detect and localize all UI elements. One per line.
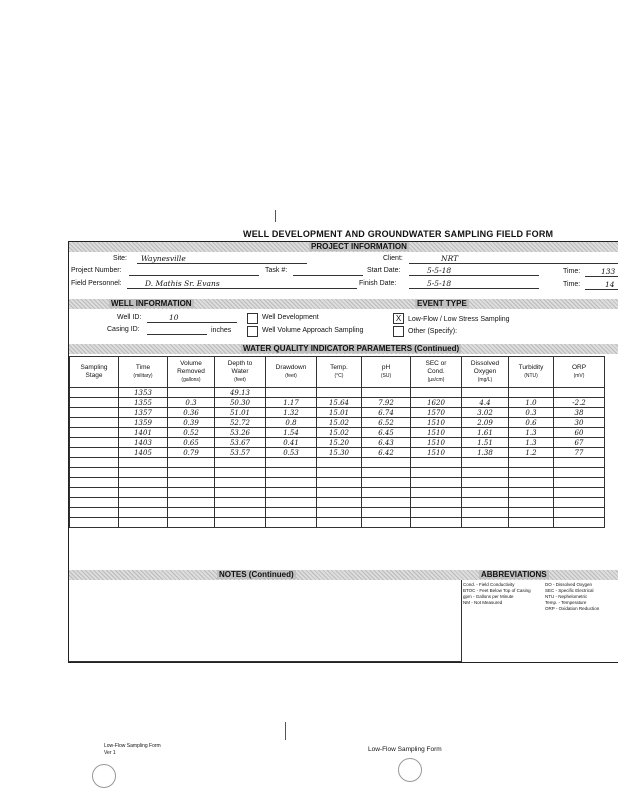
table-cell-blank[interactable] [509,508,554,518]
field-personnel-value[interactable]: D. Mathis Sr. Evans [145,279,220,288]
well-info-heading: WELL INFORMATION [111,299,192,308]
sampling-form [68,241,618,663]
table-cell-blank[interactable] [168,478,215,488]
time-line-1 [585,276,618,277]
column-header [266,357,317,388]
finish-date-value[interactable]: 5-5-18 [427,279,452,288]
table-cell-blank[interactable] [462,478,509,488]
table-cell[interactable]: 6.45 [362,428,411,438]
table-cell[interactable]: 0.65 [168,438,215,448]
table-cell-blank[interactable] [509,478,554,488]
column-header-line1: Temp. [330,364,348,371]
column-header-line1: Sampling [80,364,108,371]
table-cell-blank[interactable] [168,488,215,498]
table-cell[interactable] [411,388,462,398]
table-cell[interactable]: 51.01 [215,408,266,418]
table-cell-blank[interactable] [317,458,362,468]
table-cell[interactable]: 53.26 [215,428,266,438]
table-cell[interactable]: 15.02 [317,428,362,438]
table-cell[interactable]: 1.3 [509,438,554,448]
table-cell-blank[interactable] [70,458,119,468]
table-cell[interactable] [462,388,509,398]
table-cell-blank[interactable] [509,468,554,478]
table-row-blank [70,498,605,508]
table-cell[interactable]: 77 [554,448,605,458]
client-field-line [409,263,618,264]
table-cell-blank[interactable] [554,488,605,498]
time-label-2: Time: [563,281,581,288]
table-cell-blank[interactable] [119,508,168,518]
column-header [168,357,215,388]
time-value-1[interactable]: 133 [601,267,616,276]
site-value[interactable]: Waynesville [141,254,186,263]
table-cell[interactable]: 15.02 [317,418,362,428]
table-cell-blank[interactable] [509,458,554,468]
column-header-unit: (°C) [334,373,344,379]
notes-bottom-line [69,661,461,662]
table-cell[interactable] [70,408,119,418]
abbreviation-item: DO - Dissolved Oxygen [545,582,593,587]
column-header-unit: (military) [133,373,153,379]
column-header-line1: Time [135,364,151,371]
table-cell[interactable]: 0.53 [266,448,317,458]
abbreviations-heading: ABBREVIATIONS [481,570,547,579]
column-header [215,357,266,388]
params-heading: WATER QUALITY INDICATOR PARAMETERS (Continued) [243,344,460,353]
column-header [509,357,554,388]
column-header-line2: Water [231,368,249,375]
column-header-line2: Oxygen [473,368,497,375]
table-cell[interactable]: 0.36 [168,408,215,418]
table-cell[interactable] [317,388,362,398]
table-cell-blank[interactable] [215,468,266,478]
column-header-unit: (NTU) [524,373,538,379]
start-date-value[interactable]: 5-5-18 [427,266,452,275]
table-cell-blank[interactable] [509,518,554,528]
table-cell-blank[interactable] [215,458,266,468]
table-cell[interactable]: 6.42 [362,448,411,458]
table-cell-blank[interactable] [215,478,266,488]
column-header-unit: (gallons) [181,377,201,383]
task-line [293,275,363,276]
table-cell-blank[interactable] [554,498,605,508]
table-cell[interactable]: 1510 [411,428,462,438]
abbreviation-item: ORP - Oxidation Reduction [545,606,600,611]
table-cell[interactable]: 38 [554,408,605,418]
site-field-line [137,263,307,264]
notes-heading: NOTES (Continued) [219,570,294,579]
time-label-1: Time: [563,268,581,275]
table-cell[interactable]: 67 [554,438,605,448]
abbreviation-item: NM - Not Measured [463,600,503,605]
table-cell-blank[interactable] [266,508,317,518]
table-cell[interactable] [362,388,411,398]
table-cell-blank[interactable] [411,478,462,488]
table-cell-blank[interactable] [266,478,317,488]
table-cell-blank[interactable] [119,518,168,528]
column-header-line2: Removed [177,368,205,375]
table-cell-blank[interactable] [317,488,362,498]
table-cell-blank[interactable] [70,468,119,478]
table-cell-blank[interactable] [509,498,554,508]
table-cell[interactable] [70,428,119,438]
table-cell[interactable] [70,398,119,408]
table-cell-blank[interactable] [317,468,362,478]
table-cell-blank[interactable] [168,498,215,508]
table-cell[interactable]: 53.57 [215,448,266,458]
table-cell[interactable]: 0.39 [168,418,215,428]
table-cell[interactable]: 15.01 [317,408,362,418]
table-cell-blank[interactable] [462,508,509,518]
table-cell[interactable] [70,448,119,458]
abbreviation-item: gpm - Gallons per Minute [463,594,514,599]
form-title: WELL DEVELOPMENT AND GROUNDWATER SAMPLING FIELD FORM [243,229,554,239]
column-header-unit: (mV) [573,373,585,379]
column-header-unit: (µs/cm) [427,377,445,383]
column-header [554,357,605,388]
table-cell[interactable]: 15.30 [317,448,362,458]
footer-center: Low-Flow Sampling Form [368,746,442,753]
finish-date-label: Finish Date: [359,280,397,287]
column-header-line1: Volume [180,360,202,367]
well-id-label: Well ID: [117,314,142,321]
column-header [411,357,462,388]
low-flow-checkbox[interactable]: X [393,313,404,324]
table-cell[interactable]: 1.61 [462,428,509,438]
table-cell[interactable]: 7.92 [362,398,411,408]
table-row [70,408,605,418]
params-band [69,344,618,354]
table-cell-blank[interactable] [462,488,509,498]
table-cell[interactable]: 1.32 [266,408,317,418]
site-label: Site: [113,255,128,262]
table-cell[interactable]: 0.8 [266,418,317,428]
table-cell-blank[interactable] [266,468,317,478]
column-header-unit: (feet) [285,373,297,379]
project-number-line [129,275,259,276]
column-header-line1: Turbidity [518,364,544,371]
table-cell-blank[interactable] [362,478,411,488]
notes-band [69,570,618,580]
table-row [70,448,605,458]
well-volume-label: Well Volume Approach Sampling [262,327,364,334]
table-cell-blank[interactable] [554,458,605,468]
column-header-line1: Drawdown [275,364,307,371]
scan-mark [275,210,276,222]
table-row-blank [70,518,605,528]
table-cell[interactable]: 15.64 [317,398,362,408]
table-cell-blank[interactable] [168,508,215,518]
event-type-heading: EVENT TYPE [417,299,467,308]
table-cell-blank[interactable] [462,498,509,508]
table-cell[interactable] [266,388,317,398]
table-cell-blank[interactable] [462,468,509,478]
table-cell[interactable]: 49.13 [215,388,266,398]
table-cell[interactable]: 1.17 [266,398,317,408]
client-label: Client: [383,255,403,262]
table-cell-blank[interactable] [317,518,362,528]
table-cell-blank[interactable] [119,468,168,478]
table-row-blank [70,468,605,478]
client-value[interactable]: NRT [441,254,459,263]
column-header-line1: pH [381,364,391,371]
field-personnel-line [127,288,357,289]
table-cell[interactable] [168,388,215,398]
table-cell[interactable]: 1403 [119,438,168,448]
table-cell-blank[interactable] [362,468,411,478]
casing-id-label: Casing ID: [107,326,140,333]
time-value-2[interactable]: 14 [605,280,615,289]
table-cell[interactable]: 3.02 [462,408,509,418]
well-development-label: Well Development [262,314,319,321]
table-cell[interactable]: 50.30 [215,398,266,408]
column-header-unit: (SU) [380,373,392,379]
table-cell[interactable]: 0.3 [168,398,215,408]
footer-left-line2: Ver 1 [104,750,116,756]
well-id-line [147,322,237,323]
table-cell[interactable] [70,388,119,398]
table-cell[interactable]: 6.52 [362,418,411,428]
table-row-blank [70,508,605,518]
table-cell-blank[interactable] [362,518,411,528]
start-date-line [409,275,539,276]
table-cell[interactable] [509,388,554,398]
table-cell-blank[interactable] [70,518,119,528]
table-cell[interactable]: 1353 [119,388,168,398]
table-cell-blank[interactable] [317,498,362,508]
column-header [462,357,509,388]
table-cell-blank[interactable] [362,458,411,468]
table-cell-blank[interactable] [70,488,119,498]
table-cell[interactable]: 0.52 [168,428,215,438]
table-cell[interactable]: 0.79 [168,448,215,458]
casing-id-line [147,334,207,335]
table-cell[interactable]: 15.20 [317,438,362,448]
column-header-line1: Dissolved [470,360,500,367]
table-cell[interactable] [554,388,605,398]
table-cell[interactable] [70,438,119,448]
table-cell[interactable]: 4.4 [462,398,509,408]
table-row [70,438,605,448]
table-cell[interactable]: 6.43 [362,438,411,448]
table-cell-blank[interactable] [266,498,317,508]
table-cell[interactable]: 1357 [119,408,168,418]
column-header [119,357,168,388]
well-info-band [69,299,618,309]
column-header-line1: ORP [571,364,587,371]
table-cell-blank[interactable] [554,478,605,488]
time-line-2 [585,289,618,290]
table-cell-blank[interactable] [119,498,168,508]
table-cell[interactable]: -2.2 [554,398,605,408]
table-cell[interactable]: 1570 [411,408,462,418]
table-cell[interactable]: 1.2 [509,448,554,458]
notes-divider [461,580,462,662]
table-cell-blank[interactable] [411,468,462,478]
table-cell-blank[interactable] [168,458,215,468]
well-development-checkbox[interactable] [247,313,258,324]
finish-date-line [409,288,539,289]
table-cell[interactable]: 1.51 [462,438,509,448]
table-cell-blank[interactable] [462,458,509,468]
table-cell-blank[interactable] [215,518,266,528]
scan-mark-bottom [285,722,286,740]
table-cell[interactable]: 1359 [119,418,168,428]
punch-hole-left [92,764,116,788]
table-cell-blank[interactable] [266,518,317,528]
table-cell-blank[interactable] [509,488,554,498]
table-cell-blank[interactable] [554,508,605,518]
project-number-label: Project Number: [71,267,122,274]
table-cell-blank[interactable] [119,488,168,498]
table-cell[interactable]: 6.74 [362,408,411,418]
footer-left [104,743,161,757]
column-header [362,357,411,388]
table-cell-blank[interactable] [554,518,605,528]
table-cell-blank[interactable] [168,468,215,478]
table-row [70,428,605,438]
well-id-value[interactable]: 10 [169,313,179,322]
table-cell-blank[interactable] [317,478,362,488]
column-header-line2: Cond. [427,368,445,375]
project-info-band [69,242,618,252]
table-row-blank [70,478,605,488]
table-cell-blank[interactable] [119,458,168,468]
table-cell[interactable]: 0.6 [509,418,554,428]
table-cell-blank[interactable] [411,508,462,518]
table-cell[interactable]: 1355 [119,398,168,408]
table-cell[interactable]: 0.3 [509,408,554,418]
abbreviation-item: NTU - Nephelometric [545,594,588,599]
table-cell-blank[interactable] [266,488,317,498]
table-cell-blank[interactable] [362,508,411,518]
table-cell-blank[interactable] [70,478,119,488]
table-cell[interactable]: 60 [554,428,605,438]
table-cell[interactable]: 0.41 [266,438,317,448]
table-cell[interactable]: 1.0 [509,398,554,408]
table-cell-blank[interactable] [362,498,411,508]
table-cell-blank[interactable] [215,498,266,508]
table-cell[interactable]: 1.3 [509,428,554,438]
table-cell-blank[interactable] [462,518,509,528]
column-header [317,357,362,388]
table-cell-blank[interactable] [554,468,605,478]
table-cell-blank[interactable] [119,478,168,488]
start-date-label: Start Date: [367,267,401,274]
table-cell-blank[interactable] [317,508,362,518]
other-label: Other (Specify): [408,328,458,335]
table-cell[interactable] [70,418,119,428]
project-info-heading: PROJECT INFORMATION [311,242,407,251]
field-personnel-label: Field Personnel: [71,280,122,287]
table-cell[interactable]: 1.38 [462,448,509,458]
table-cell[interactable]: 52.72 [215,418,266,428]
table-cell[interactable]: 1620 [411,398,462,408]
punch-hole-right [398,758,422,782]
footer-left-line1: Low-Flow Sampling Form [104,743,161,749]
table-cell-blank[interactable] [362,488,411,498]
table-cell[interactable]: 1405 [119,448,168,458]
column-header-unit: (mg/L) [477,377,493,383]
table-cell[interactable]: 1510 [411,448,462,458]
notes-section [69,570,618,662]
table-cell[interactable]: 1.54 [266,428,317,438]
table-cell-blank[interactable] [411,498,462,508]
table-row [70,398,605,408]
water-quality-table [69,356,605,528]
column-header-line2: Stage [85,372,103,379]
table-row-blank [70,488,605,498]
other-checkbox[interactable] [393,326,404,337]
table-cell-blank[interactable] [411,488,462,498]
table-cell-blank[interactable] [266,458,317,468]
well-volume-checkbox[interactable] [247,326,258,337]
table-cell-blank[interactable] [411,458,462,468]
abbreviation-item: BTOC - Feet Below Top of Casing [463,588,531,593]
table-cell[interactable]: 30 [554,418,605,428]
table-row-blank [70,458,605,468]
table-cell-blank[interactable] [70,498,119,508]
table-cell-blank[interactable] [168,518,215,528]
table-cell-blank[interactable] [411,518,462,528]
column-header [70,357,119,388]
table-cell-blank[interactable] [215,488,266,498]
column-header-line1: Depth to [227,360,253,367]
table-cell[interactable]: 2.09 [462,418,509,428]
column-header-line1: SEC or [425,360,447,367]
column-header-unit: (feet) [234,377,246,383]
table-cell[interactable]: 1510 [411,418,462,428]
table-cell-blank[interactable] [70,508,119,518]
abbreviation-item: Cond. - Field Conductivity [463,582,515,587]
task-label: Task #: [265,267,288,274]
low-flow-label: Low-Flow / Low Stress Sampling [408,316,510,323]
table-cell-blank[interactable] [215,508,266,518]
casing-id-unit: inches [211,327,232,334]
abbreviation-item: SEC - Specific Electrical [545,588,594,593]
table-cell[interactable]: 1401 [119,428,168,438]
table-cell[interactable]: 53.67 [215,438,266,448]
abbreviation-item: Temp. - Temperature [545,600,587,605]
table-row [70,388,605,398]
table-cell[interactable]: 1510 [411,438,462,448]
table-row [70,418,605,428]
